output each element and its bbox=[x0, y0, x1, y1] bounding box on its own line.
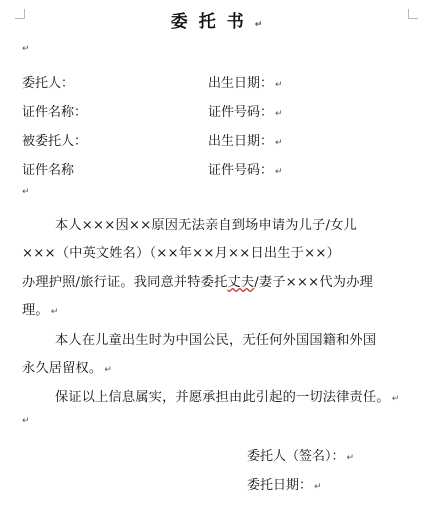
spell-check-underline: 丈夫 bbox=[227, 275, 255, 290]
body-paragraph-3-line-1: 保证以上信息属实，并愿承担由此引起的一切法律责任。 ↵ bbox=[55, 390, 400, 405]
paragraph-mark-icon: ↵ bbox=[22, 187, 30, 197]
title-text: 委托书 bbox=[170, 12, 255, 32]
agent-birth-date-label: 出生日期： ↵ bbox=[208, 134, 283, 149]
body-paragraph-1-line-3: 办理护照/旅行证。我同意并特委托丈夫/妻子×××代为办理 bbox=[22, 275, 373, 290]
birth-date-label: 出生日期： ↵ bbox=[208, 76, 283, 91]
document-title bbox=[0, 7, 433, 32]
body-paragraph-2-line-2: 永久居留权。 ↵ bbox=[22, 361, 113, 376]
body-paragraph-1-line-1: 本人×××因××原因无法亲自到场申请为儿子/女儿 bbox=[55, 218, 357, 233]
paragraph-mark-icon: ↵ bbox=[391, 394, 400, 404]
paragraph-mark-icon: ↵ bbox=[346, 453, 355, 463]
signer-label: 委托人（签名）： ↵ bbox=[247, 449, 355, 464]
paragraph-mark-icon: ↵ bbox=[275, 167, 283, 177]
paragraph-mark-icon: ↵ bbox=[275, 80, 283, 90]
body-paragraph-1-line-4: 理。 ↵ bbox=[22, 303, 59, 318]
delegation-date-label: 委托日期： ↵ bbox=[247, 478, 322, 493]
paragraph-mark-icon: ↵ bbox=[254, 20, 263, 30]
body-paragraph-2-line-1: 本人在儿童出生时为中国公民，无任何外国国籍和外国 bbox=[55, 333, 377, 348]
id-name-label: 证件名称： bbox=[22, 105, 88, 120]
paragraph-mark-icon: ↵ bbox=[50, 307, 59, 317]
id-number-label: 证件号码： ↵ bbox=[208, 105, 283, 120]
paragraph-mark-icon: ↵ bbox=[104, 365, 113, 375]
body-paragraph-1-line-2: ×××（中英文姓名）（××年××月××日出生于××） bbox=[22, 246, 340, 261]
paragraph-mark-icon: ↵ bbox=[275, 138, 283, 148]
paragraph-mark-icon: ↵ bbox=[22, 416, 30, 426]
principal-label: 委托人： bbox=[22, 76, 75, 91]
agent-id-name-label: 证件名称 bbox=[22, 163, 75, 178]
paragraph-mark-icon: ↵ bbox=[22, 44, 30, 54]
paragraph-mark-icon: ↵ bbox=[314, 482, 322, 492]
paragraph-mark-icon: ↵ bbox=[275, 109, 283, 119]
agent-id-number-label: 证件号码： ↵ bbox=[208, 163, 283, 178]
agent-label: 被委托人： bbox=[22, 134, 88, 149]
